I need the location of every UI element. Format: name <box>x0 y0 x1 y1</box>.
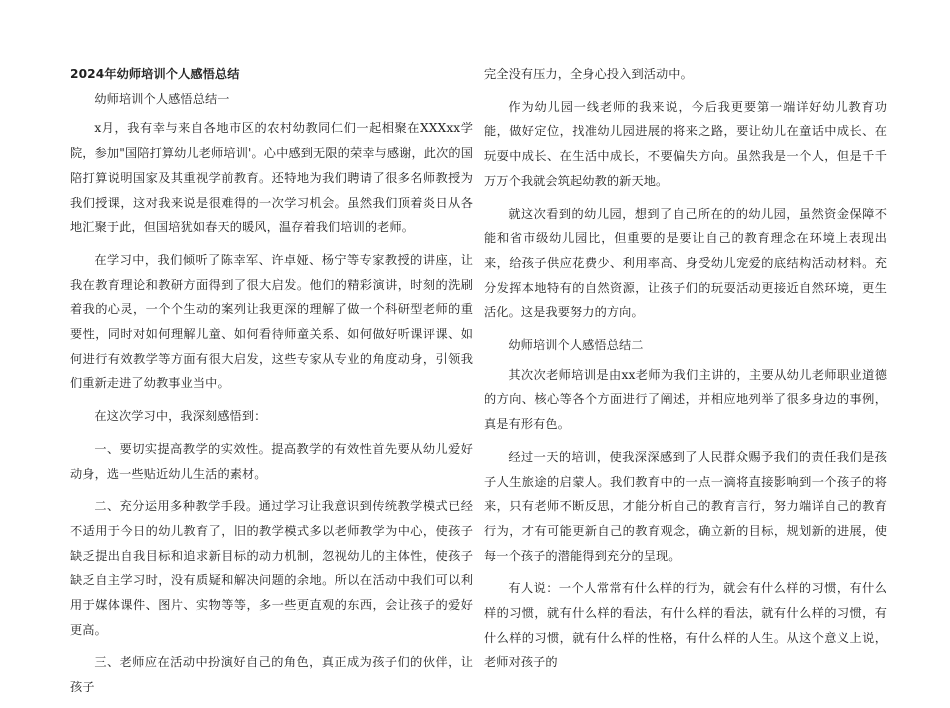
paragraph: 作为幼儿园一线老师的我来说，今后我更要第一端详好幼儿教育功能，做好定位，找准幼儿园进展的将来之路，要让幼儿在童话中成长、在玩耍中成长、在生活中成长，不要偏失方向。虽然我是一个人，但是千千万万个我就会筑起幼教的新天地。 <box>484 99 887 188</box>
paragraph-continued: 完全没有压力，全身心投入到活动中。 <box>484 67 693 81</box>
paragraph: 在这次学习中，我深刻感悟到： <box>94 409 267 424</box>
paragraph: 二、充分运用多种教学手段。通过学习让我意识到传统教学模式已经不适用于今日的幼儿教育了，旧的教学模式多以老师教学为中心，使孩子缺乏提出自我目标和追求新目标的动力机制，忽视幼儿的主体性，使孩子缺乏自主学习时，没有质疑和解决问题的余地。所以在活动中我们可以利用于媒体课件、图片、实物等等，多一些更直观的东西，会让孩子的爱好更高。 <box>70 499 473 637</box>
right-column <box>484 62 887 683</box>
paragraph: 就这次看到的幼儿园，想到了自己所在的的幼儿园，虽然资金保障不能和省市级幼儿园比，但重要的是要让自己的教育理念在环境上表现出来，给孩子供应花费少、利用率高、身受幼儿宠爱的底结构活动材料。充分发挥本地特有的自然资源，让孩子们的玩耍活动更接近自然环境，更生活化。这是我要努力的方向。 <box>484 206 887 320</box>
paragraph: 有人说：一个人常常有什么样的行为，就会有什么样的习惯，有什么样的习惯，就有什么样的看法，有什么样的看法，就有什么样的习惯，有什么样的习惯，就有什么样的性格，有什么样的人生。从这个意义上说，老师对孩子的 <box>484 581 887 670</box>
document-title: 2024年幼师培训个人感悟总结 <box>70 67 240 81</box>
paragraph: 三、老师应在活动中扮演好自己的角色，真正成为孩子们的伙伴，让孩子 <box>70 655 473 695</box>
paragraph: x月，我有幸与来自各地市区的农村幼教同仁们一起相聚在XXXxx学院，参加"国陪打算幼儿老师培训'。心中感到无限的荣幸与感谢，此次的国陪打算说明国家及其重视学前教育。还特地为我们聘请了很多名师教授为我们授课，这对我来说是很难得的一次学习机会。虽然我们顶着炎日从各地汇聚于此，但国培犹如春天的暖风，温存着我们培训的老师。 <box>70 121 473 235</box>
left-column <box>70 62 473 708</box>
paragraph: 在学习中，我们倾听了陈幸军、许卓娅、杨宁等专家教授的讲座，让我在教育理论和教研方面得到了很大启发。他们的精彩演讲，时刻的洗刷着我的心灵，一个个生动的案列让我更深的理解了做一个科研型老师的重要性，同时对如何理解儿童、如何看待师童关系、如何做好听课评课、如何进行有效教学等方面有很大启发，这些专家从专业的角度动身，引领我们重新走进了幼教事业当中。 <box>70 252 473 391</box>
paragraph: 其次次老师培训是由xx老师为我们主讲的，主要从幼儿老师职业道德的方向、核心等各个方面进行了阐述，并相应地列举了很多身边的事例，真是有形有色。 <box>484 367 887 432</box>
paragraph: 经过一天的培训，使我深深感到了人民群众赐予我们的责任我们是孩子人生旅途的启蒙人。我们教育中的一点一滴将直接影响到一个孩子的将来，只有老师不断反思，才能分析自己的教育言行，努力端详自己的教育行为，才有可能更新自己的教育观念，确立新的目标，规划新的进展，使每一个孩子的潜能得到充分的呈现。 <box>484 449 887 563</box>
paragraph: 一、要切实提高教学的实效性。提高教学的有效性首先要从幼儿爱好动身，选一些贴近幼儿生活的素材。 <box>70 441 473 481</box>
section-heading-1: 幼师培训个人感悟总结一 <box>94 91 230 106</box>
section-heading-2: 幼师培训个人感悟总结二 <box>508 338 644 353</box>
